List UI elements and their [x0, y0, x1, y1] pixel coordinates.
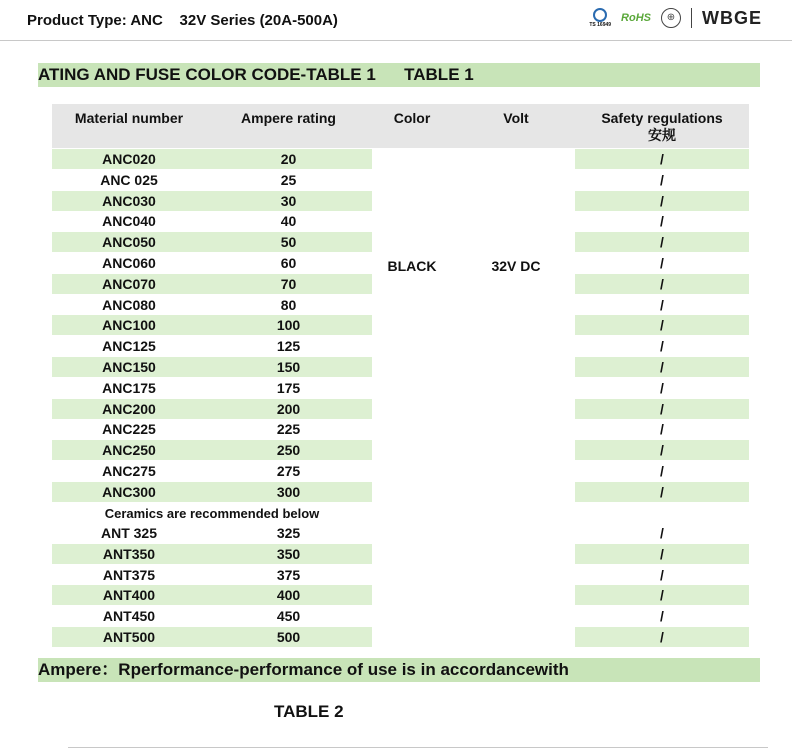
- safety-cell: /: [660, 338, 664, 355]
- ampere-rating-cell: 125: [276, 338, 301, 355]
- material-number-cell: ANC040: [102, 213, 156, 230]
- material-number-cell: ANC150: [102, 359, 156, 375]
- table-row: [52, 356, 749, 377]
- divider: [68, 747, 768, 748]
- material-number-cell: ANC100: [102, 317, 156, 334]
- material-number-cell: ANT500: [102, 629, 156, 645]
- table2-title: TABLE 2: [274, 702, 344, 721]
- header-safety-regulations: [575, 110, 749, 144]
- ampere-rating-cell: 400: [276, 587, 301, 604]
- table-row: [52, 377, 749, 398]
- material-number-cell: ANT450: [102, 608, 156, 625]
- table-row: [52, 294, 749, 315]
- table-row: [52, 626, 749, 647]
- material-number-cell: ANC070: [102, 275, 156, 292]
- ampere-rating-cell: 325: [276, 525, 301, 541]
- header-material-number: Material number: [74, 110, 184, 126]
- brand-logo: WBGE: [702, 7, 762, 28]
- safety-cell: /: [660, 296, 664, 313]
- table-row: [52, 522, 749, 543]
- material-number-cell: ANC020: [102, 151, 156, 167]
- volt-value: 32V DC: [491, 258, 541, 274]
- ampere-rating-cell: 150: [276, 359, 301, 375]
- ampere-rating-cell: 50: [280, 234, 297, 251]
- material-number-cell: ANT350: [102, 545, 156, 562]
- safety-cell: /: [660, 421, 664, 438]
- material-number-cell: ANC225: [102, 421, 156, 438]
- ampere-rating-cell: 80: [280, 296, 297, 313]
- ampere-rating-cell: 250: [276, 442, 301, 459]
- material-number-cell: ANC050: [102, 234, 156, 251]
- ampere-rating-cell: 30: [280, 192, 297, 209]
- safety-cell: /: [660, 275, 664, 292]
- table-row: [52, 564, 749, 585]
- safety-cell: /: [660, 400, 664, 417]
- ampere-rating-cell: 100: [276, 317, 301, 334]
- safety-cell: /: [660, 442, 664, 459]
- safety-cell: /: [660, 234, 664, 251]
- material-number-cell: ANC300: [102, 483, 156, 500]
- header-safety-line2: 安规: [648, 127, 676, 143]
- color-value: BLACK: [387, 258, 437, 274]
- material-number-cell: ANC175: [102, 379, 156, 396]
- safety-cell: /: [660, 379, 664, 396]
- page-header: [0, 0, 792, 41]
- safety-cell: /: [660, 463, 664, 479]
- safety-cell: /: [660, 255, 664, 271]
- rohs-logo: RoHS: [621, 12, 651, 24]
- material-number-cell: ANC080: [102, 296, 156, 313]
- safety-cell: /: [660, 608, 664, 625]
- table-row: [52, 169, 749, 190]
- table-row: [52, 605, 749, 626]
- material-number-cell: ANC 025: [100, 171, 158, 188]
- table-row: [52, 210, 749, 231]
- safety-cell: /: [660, 525, 664, 541]
- table-row: [52, 418, 749, 439]
- material-number-cell: ANC060: [102, 255, 156, 271]
- material-number-cell: ANT 325: [100, 525, 158, 541]
- table-row: [52, 481, 749, 502]
- section-title-ampere: Ampere：Rperformance-performance of use is in accordancewith: [38, 658, 760, 682]
- ampere-rating-cell: 375: [276, 566, 301, 583]
- section-title-table1: ATING AND FUSE COLOR CODE-TABLE 1 TABLE 1: [38, 63, 760, 87]
- ampere-rating-cell: 175: [276, 379, 301, 396]
- ampere-rating-cell: 40: [280, 213, 297, 230]
- material-number-cell: ANC030: [102, 192, 156, 209]
- safety-cell: /: [660, 566, 664, 583]
- table-row: [52, 439, 749, 460]
- ampere-rating-cell: 70: [280, 275, 297, 292]
- ampere-rating-cell: 275: [276, 463, 301, 479]
- ampere-rating-cell: 500: [276, 629, 301, 645]
- certification-logos: [589, 5, 762, 31]
- header-color: Color: [393, 110, 431, 126]
- material-number-cell: ANC125: [102, 338, 156, 355]
- material-number-cell: ANT400: [102, 587, 156, 604]
- ts16949-label: TS 16949: [589, 22, 612, 28]
- ampere-rating-cell: 200: [276, 400, 301, 417]
- ampere-rating-cell: 60: [280, 255, 297, 271]
- table-row: [52, 543, 749, 564]
- header-volt: Volt: [503, 110, 529, 126]
- table-row: [52, 584, 749, 605]
- safety-cell: /: [660, 213, 664, 230]
- safety-cell: /: [660, 587, 664, 604]
- safety-cell: /: [660, 629, 664, 645]
- safety-cell: /: [660, 483, 664, 500]
- ampere-rating-cell: 225: [276, 421, 301, 438]
- table-row: [52, 148, 749, 169]
- material-number-cell: ANC275: [102, 463, 156, 479]
- table-row: [52, 231, 749, 252]
- material-number-cell: ANC250: [102, 442, 156, 459]
- header-ampere-rating: Ampere rating: [241, 110, 336, 126]
- ampere-rating-cell: 25: [280, 171, 297, 188]
- material-number-cell: ANC200: [102, 400, 156, 417]
- material-number-cell: ANT375: [102, 566, 156, 583]
- ampere-rating-cell: 350: [276, 545, 301, 562]
- logo-divider: [691, 8, 692, 28]
- safety-cell: /: [660, 192, 664, 209]
- ts-badge-icon: [593, 8, 607, 22]
- table-row: [52, 398, 749, 419]
- table-row: [52, 190, 749, 211]
- table-row: [52, 460, 749, 481]
- safety-cell: /: [660, 359, 664, 375]
- globe-icon: ⊕: [661, 8, 681, 28]
- ampere-rating-cell: 20: [280, 151, 297, 167]
- table-row: [52, 335, 749, 356]
- table-header: [52, 104, 749, 148]
- ceramic-note: Ceramics are recommended below: [104, 506, 320, 521]
- table-row: [52, 314, 749, 335]
- header-safety-line1: Safety regulations: [601, 110, 723, 126]
- ts16949-logo: [589, 8, 611, 28]
- safety-cell: /: [660, 151, 664, 167]
- ampere-rating-cell: 300: [276, 483, 301, 500]
- safety-cell: /: [660, 545, 664, 562]
- safety-cell: /: [660, 171, 664, 188]
- product-type-title: Product Type: ANC 32V Series (20A-500A): [27, 12, 338, 29]
- ampere-rating-cell: 450: [276, 608, 301, 625]
- safety-cell: /: [660, 317, 664, 334]
